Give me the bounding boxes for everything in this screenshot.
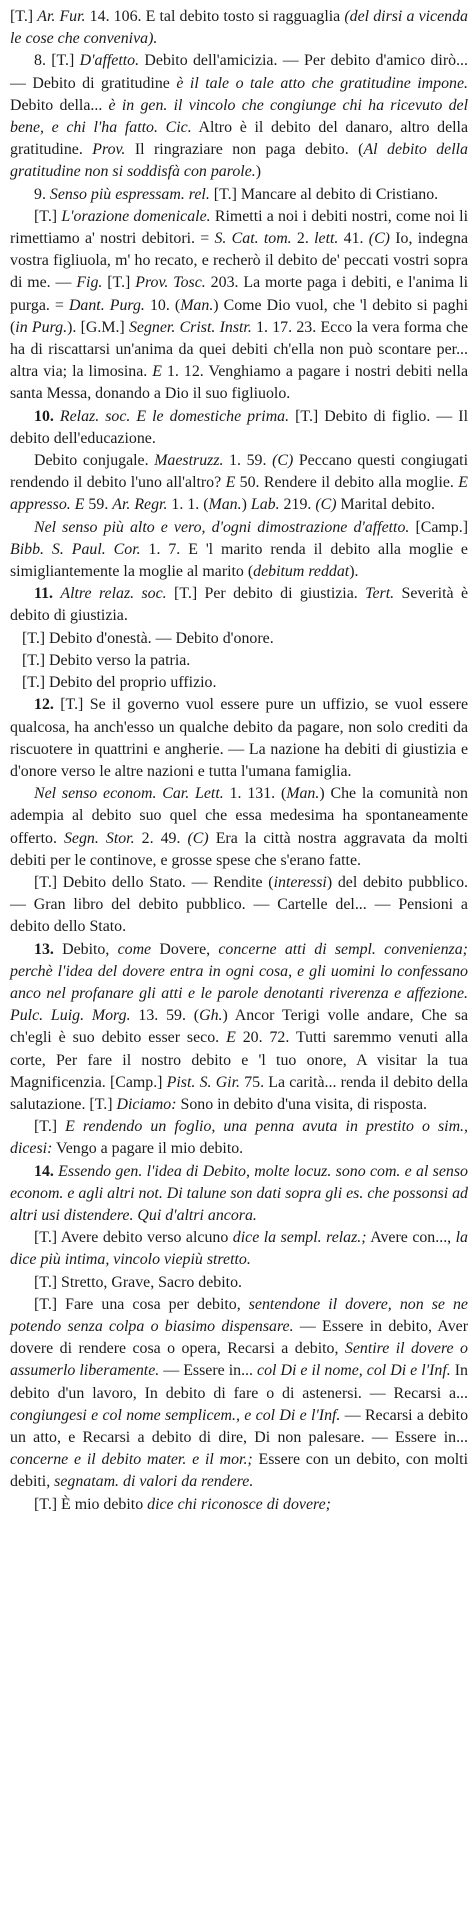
text-run: Io, indegna vostra figliuola, m' ho recato, e recherò il debito de' peccati vostri sopra di me. — (10, 230, 468, 292)
text-run: [T.] Stretto, Grave, Sacro debito. (34, 1273, 242, 1291)
text-run: (C) (187, 829, 209, 847)
text-run: 1. 12. Venghiamo a pagare i nostri debiti nella santa Messa, donando a Dio il suo figliuolo. (10, 363, 468, 403)
text-run: Debito dell'amicizia. — Per debito d'amico dirò... — Debito di gratitudine (10, 52, 468, 92)
text-run: E (225, 474, 236, 492)
text-run: ). [G.M.] (67, 318, 129, 336)
text-run: ) (255, 163, 262, 181)
entry-paragraph-p20 (10, 1294, 468, 1494)
text-run: Essendo gen. l'idea di Debito, molte locuz. sono com. e al senso econom. e agli altri not. Di talune son dati sopra gli es. che possonsi ad altri usi distendere. Qui d'altri ancora. (10, 1162, 468, 1224)
text-run: Segner. Crist. Instr. (128, 318, 252, 336)
text-run: lett. (314, 230, 339, 248)
text-run: interessi (273, 873, 327, 891)
text-run: E (152, 363, 162, 381)
text-run: ) del debito pubblico. — Gran libro del debito pubblico. — Cartelle del... — Pensioni a debito dello Stato. (10, 873, 468, 936)
text-run: ). (349, 563, 359, 581)
text-run: Man. (180, 296, 214, 314)
text-run: congiungesi e col nome semplicem., e col Di e l'Inf. (10, 1406, 341, 1424)
text-run: [T.] Debito verso la patria. (22, 651, 191, 669)
text-run: è in gen. il vincolo che congiunge chi ha ricevuto del bene, e chi l'ha fatto. Cic. (10, 96, 468, 137)
text-run: Gh. (199, 1007, 223, 1025)
entry-paragraph-p11 (10, 672, 468, 694)
text-run: [T.] Avere debito verso alcuno (34, 1229, 233, 1247)
entry-paragraph-p19 (10, 1272, 468, 1294)
text-run: [T.] È mio debito (34, 1495, 148, 1513)
text-run: D'affetto. (79, 52, 140, 70)
text-run: Diciamo: (116, 1095, 177, 1113)
entry-paragraph-p16 (10, 1116, 468, 1160)
text-run: [T.] Per debito di giustizia. (166, 585, 366, 603)
text-run: Severità è debito di giustizia. (10, 585, 469, 625)
text-run: Debito della... (10, 96, 109, 114)
entry-paragraph-p07 (10, 517, 468, 584)
text-run: (C) (368, 230, 390, 248)
text-run: 219. (279, 496, 316, 514)
text-run: 2. (291, 230, 315, 248)
text-run: E (226, 1029, 236, 1047)
text-run: (C) (272, 452, 294, 470)
text-run: Pist. S. Gir. (166, 1073, 240, 1091)
text-run: 10. ( (144, 296, 181, 314)
entry-paragraph-p13 (10, 783, 468, 872)
text-run: Pulc. Luig. Morg. (10, 1007, 131, 1025)
text-run: la dice più intima, vincolo viepiù stretto. (10, 1229, 469, 1269)
text-run: 50. Rendere il debito alla moglie. (235, 474, 459, 492)
text-run: 1. 131. ( (223, 785, 287, 803)
text-run: Marital debito. (336, 496, 435, 514)
text-run: 9. (34, 185, 50, 203)
text-run: Man. (208, 496, 242, 514)
text-run: ) (241, 496, 251, 514)
text-run: dice chi riconosce di dovere; (147, 1495, 331, 1513)
text-run: 11. (34, 585, 61, 603)
text-run: Fig. (76, 274, 103, 292)
entry-paragraph-p09 (10, 628, 468, 650)
text-run: concerne atti di sempl. convenienza; perchè l'idea del dovere entra in ogni cosa, e gli uomini lo confessano anco nel profanare gli atti e le parole denotanti riverenza e affezione. (10, 940, 468, 1002)
text-run: Vengo a pagare il mio debito. (52, 1140, 244, 1158)
text-run: [T.] Debito dello Stato. — Rendite ( (34, 873, 274, 891)
entry-paragraph-p21 (10, 1494, 468, 1516)
text-run: L'orazione domenicale. (61, 207, 211, 225)
text-run: (C) (315, 496, 337, 514)
text-run: [T.] (102, 274, 136, 292)
text-run: [T.] Debito d'onestà. — Debito d'onore. (22, 629, 274, 647)
text-run: 1. 1. ( (167, 496, 209, 514)
text-run: ) Ancor Terigi volle andare, Che sa ch'egli è suo debito esser seco. (10, 1007, 469, 1047)
entry-paragraph-p18 (10, 1227, 468, 1271)
text-run: In debito d'un lavoro, In debito di fare o di astenersi. — Recarsi a... (10, 1362, 468, 1402)
text-run: concerne e il debito mater. e il mor.; (10, 1451, 253, 1469)
text-run: Debito conjugale. (34, 452, 155, 470)
entry-paragraph-p08 (10, 583, 468, 627)
entry-paragraph-p03 (10, 184, 468, 206)
text-run: 2. 49. (134, 829, 188, 847)
text-run: debitum reddat (253, 563, 350, 581)
text-run: 1. 7. E 'l marito renda il debito alla moglie e simigliantemente la moglie al marito ( (10, 540, 468, 581)
text-run: [T.] Debito del proprio uffizio. (22, 674, 217, 692)
text-run: Prov. (92, 141, 126, 159)
text-run: Al debito della gratitudine non si soddisfà con parole. (10, 141, 469, 181)
entry-paragraph-p02 (10, 50, 468, 183)
text-run: 8. [T.] (34, 52, 80, 70)
text-run: Era la città nostra aggravata da molti debiti per le continove, e grosse spese che s'erano fatte. (10, 829, 468, 869)
text-run: [T.] (34, 1118, 66, 1136)
entry-paragraph-p15 (10, 939, 468, 1117)
entry-paragraph-p01 (10, 6, 468, 50)
text-run: 20. 72. Tutti saremmo venuti alla corte, Per fare il nostro debito e 'l tuo onore, A visitar la tua Magnificenzia. [Camp.] (10, 1029, 468, 1091)
text-run: Ar. Regr. (112, 496, 168, 514)
text-run: — Essere in debito, Aver dovere di rendere cosa o opera, Recarsi a debito, (10, 1317, 468, 1358)
text-run: Senso più espressam. rel. (49, 185, 210, 203)
text-run: 75. La carità... renda il debito della salutazione. [T.] (10, 1073, 468, 1113)
text-run: Sentire il dovere o assumerlo liberamente. (10, 1340, 468, 1380)
text-run: 14. (34, 1162, 59, 1180)
text-run: Ar. Fur. (37, 8, 86, 25)
text-run: Altre relaz. soc. (60, 585, 167, 603)
text-run: [T.] (10, 8, 38, 25)
text-run: 13. 59. ( (130, 1007, 200, 1025)
text-run: Segn. Stor. (63, 829, 135, 847)
entry-paragraph-p12 (10, 694, 468, 783)
text-run: Debito, (62, 940, 118, 958)
text-run: in Purg. (15, 318, 68, 336)
entry-paragraph-p06 (10, 450, 468, 517)
text-run: Altro è il debito del danaro, altro della gratitudine. (10, 119, 469, 159)
text-run: Sono in debito d'una visita, di risposta. (176, 1095, 427, 1113)
text-run: Rimetti a noi i debiti nostri, come noi li rimettiamo a' nostri debitori. = (10, 207, 469, 248)
text-run: [Camp.] (409, 518, 468, 536)
text-run: Peccano questi congiugati rendendo il debito l'uno all'altro? (10, 452, 469, 492)
text-run: 203. La morte paga i debiti, e l'anima li purga. = (10, 274, 469, 314)
text-run: 41. (338, 230, 369, 248)
text-run: 14. 106. E tal debito tosto si ragguaglia (85, 8, 345, 25)
entry-paragraph-p14 (10, 872, 468, 939)
text-run: [T.] Se il governo vuol essere pure un uffizio, se vuol essere qualcosa, ha anch'esso un qualche debito da pagare, non solo crediti da riscuotere in quattrini e angherie. — La nazione ha debiti di giustizia e d'onore verso le altre nazioni e tutta l'umana famiglia. (10, 696, 468, 780)
text-run: [T.] Debito di figlio. — Il debito dell'educazione. (10, 407, 468, 447)
text-run: Il ringraziare non paga debito. ( (125, 141, 364, 159)
text-run: dice la sempl. relaz.; (232, 1229, 367, 1247)
text-run: Lab. (250, 496, 280, 514)
text-run: 13. (34, 940, 63, 958)
text-run: ) Che la comunità non adempia al debito suo quel che essa medesima ha spontaneamente offerto. (10, 785, 469, 847)
text-run: sentendone il dovere, non se ne potendo senza colpa o biasimo dispensare. (10, 1295, 468, 1335)
text-run: 1. 59. (223, 452, 273, 470)
text-run: [T.] Mancare al debito di Cristiano. (209, 185, 439, 203)
text-run: col Di e il nome, col Di e l'Inf. (257, 1362, 451, 1380)
text-run: Tert. (365, 585, 395, 603)
text-run: Relaz. soc. E le domestiche prima. (59, 407, 290, 425)
text-run: [T.] (34, 207, 62, 225)
text-run: E rendendo un foglio, una penna avuta in prestito o sim., dicesi: (10, 1118, 468, 1158)
text-run: Essere con un debito, con molti debiti, (10, 1451, 469, 1491)
text-run: segnatam. di valori da rendere. (54, 1473, 254, 1491)
text-run: S. Cat. tom. (214, 230, 292, 248)
entry-paragraph-p05 (10, 406, 468, 450)
entry-paragraph-p10 (10, 650, 468, 672)
text-run: Prov. Tosc. (135, 274, 206, 292)
text-run: — Essere in... (159, 1362, 258, 1380)
text-run: Bibb. S. Paul. Cor. (10, 540, 141, 558)
text-run: [T.] Fare una cosa per debito, (34, 1295, 249, 1313)
text-run: Avere con..., (366, 1229, 456, 1247)
text-run: 1. 17. 23. Ecco la vera forma che ha di riscattarsi un'anima da quei debiti ch'ella non può scontare per... altra via; la limosina. (10, 318, 469, 381)
text-run: come (117, 940, 152, 958)
text-run: (del dirsi a vicenda le cose che conveniva). (10, 8, 468, 48)
text-run: Nel senso econom. Car. Lett. (34, 785, 224, 803)
text-run: ) Come Dio vuol, che 'l debito si paghi ( (10, 296, 468, 336)
text-run: — Recarsi a debito un atto, e Recarsi a debito di dire, Di non palesare. — Essere in... (10, 1406, 469, 1446)
text-run: Dant. Purg. (68, 296, 145, 314)
text-run: Dovere, (151, 940, 219, 958)
text-run: Maestruzz. (154, 452, 224, 470)
text-run: Man. (286, 785, 320, 803)
text-run: 59. (84, 496, 113, 514)
text-run: 10. (34, 407, 60, 425)
entry-paragraph-p17 (10, 1161, 468, 1228)
text-run: 12. (34, 696, 61, 714)
text-run: è il tale o tale atto che gratitudine impone. (176, 74, 469, 92)
text-run: E appresso. E (10, 474, 468, 514)
entry-paragraph-p04 (10, 206, 468, 406)
text-run: Nel senso più alto e vero, d'ogni dimostrazione d'affetto. (34, 518, 410, 536)
